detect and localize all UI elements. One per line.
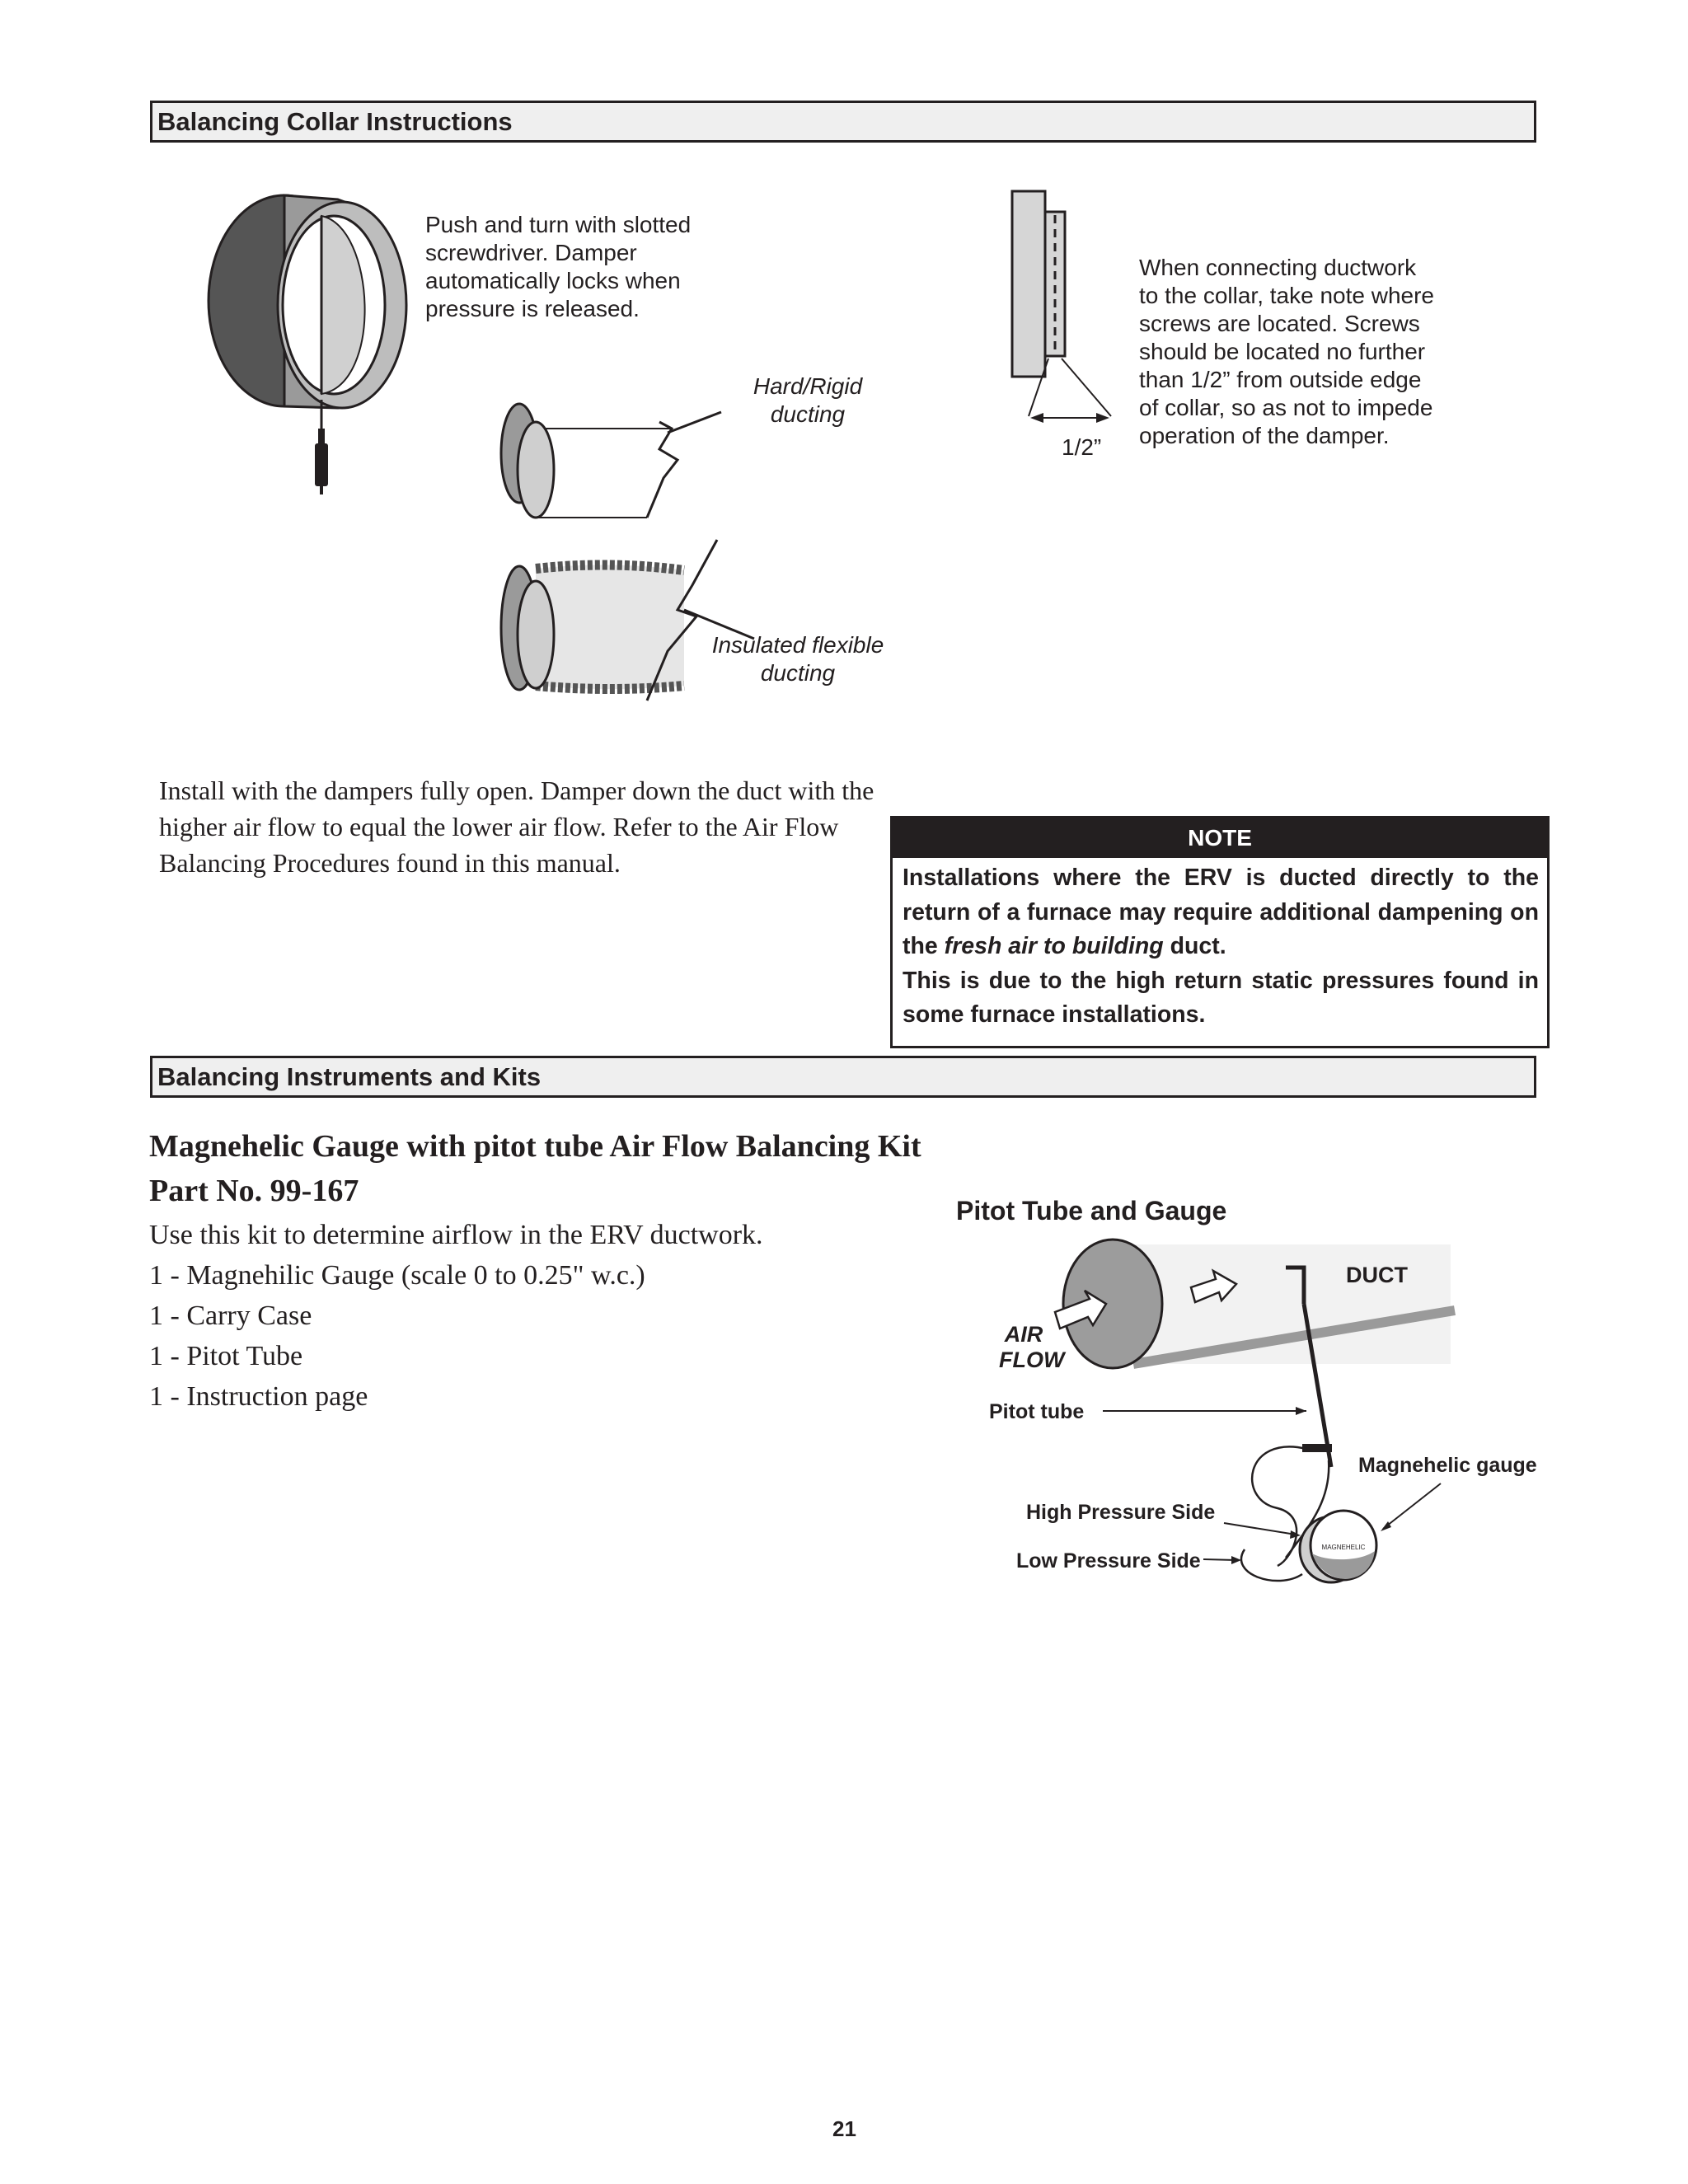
caption-line: Push and turn with slotted — [425, 212, 692, 237]
label-line: Hard/Rigid — [753, 373, 863, 399]
note-body — [893, 858, 1547, 1033]
insulated-label — [699, 631, 897, 687]
duct-label: DUCT — [1346, 1263, 1408, 1287]
kit-title — [149, 1124, 921, 1213]
caption-line: should be located no further — [1139, 339, 1426, 364]
half-inch-label: 1/2” — [1062, 434, 1102, 460]
pitot-figure-title: Pitot Tube and Gauge — [956, 1196, 1227, 1226]
caption-line: screws are located. Screws — [1139, 311, 1420, 336]
kit-contents-list — [149, 1215, 763, 1417]
low-pressure-side-label: Low Pressure Side — [1016, 1549, 1201, 1572]
list-item: 1 - Instruction page — [149, 1381, 368, 1412]
caption-line: automatically locks when — [425, 268, 681, 293]
label-line: ducting — [770, 401, 846, 427]
hard-rigid-label — [742, 373, 874, 429]
note-box — [890, 816, 1550, 1048]
magnehelic-gauge-label: Magnehelic gauge — [1358, 1454, 1537, 1477]
gauge-face-text: MAGNEHELIC — [1321, 1544, 1366, 1551]
list-item: 1 - Magnehilic Gauge (scale 0 to 0.25" w.c.) — [149, 1260, 645, 1291]
paragraph-line: Install with the dampers fully open. Damper down the duct with the — [159, 776, 874, 805]
label-line: ducting — [760, 660, 836, 686]
note-emphasis: fresh air to building — [944, 933, 1164, 959]
install-paragraph — [159, 772, 874, 881]
paragraph-line: Balancing Procedures found in this manual. — [159, 848, 621, 878]
pitot-tube-label: Pitot tube — [989, 1400, 1085, 1423]
label-line: Insulated flexible — [711, 632, 884, 658]
list-item: 1 - Pitot Tube — [149, 1341, 303, 1371]
collar-screwdriver-illustration — [206, 190, 437, 503]
collar-cross-section-illustration — [1006, 185, 1129, 433]
note-paragraph-2: This is due to the high return static pressures found in some furnace installations. — [903, 967, 1539, 1028]
page-number: 21 — [832, 2116, 856, 2141]
caption-line: of collar, so as not to impede — [1139, 395, 1433, 420]
screws-caption — [1139, 254, 1434, 450]
caption-line: pressure is released. — [425, 296, 640, 321]
caption-line: to the collar, take note where — [1139, 283, 1434, 308]
push-turn-caption — [425, 211, 691, 323]
note-text: Installations where the ERV is ducted directly to the return of a furnace may require additional dampening on the — [903, 865, 1539, 959]
kit-part-number: Part No. 99-167 — [149, 1174, 359, 1208]
note-paragraph-1 — [903, 861, 1539, 964]
paragraph-line: higher air flow to equal the lower air flow. Refer to the Air Flow — [159, 812, 839, 841]
kit-title-line: Magnehelic Gauge with pitot tube Air Flow Balancing Kit — [149, 1129, 921, 1164]
section-header-balancing-collar: Balancing Collar Instructions — [150, 101, 1536, 143]
section-header-balancing-instruments: Balancing Instruments and Kits — [150, 1056, 1536, 1098]
note-heading: NOTE — [893, 818, 1547, 858]
list-item: 1 - Carry Case — [149, 1301, 312, 1331]
list-item: Use this kit to determine airflow in the ERV ductwork. — [149, 1220, 763, 1250]
air-flow-label — [999, 1322, 1065, 1373]
caption-line: screwdriver. Damper — [425, 240, 637, 265]
high-pressure-side-label: High Pressure Side — [1026, 1501, 1216, 1524]
note-text: duct. — [1163, 933, 1226, 959]
label-line: AIR — [1004, 1322, 1043, 1347]
label-line: FLOW — [999, 1347, 1065, 1372]
caption-line: When connecting ductwork — [1139, 255, 1417, 280]
caption-line: than 1/2” from outside edge — [1139, 367, 1422, 392]
caption-line: operation of the damper. — [1139, 423, 1390, 448]
